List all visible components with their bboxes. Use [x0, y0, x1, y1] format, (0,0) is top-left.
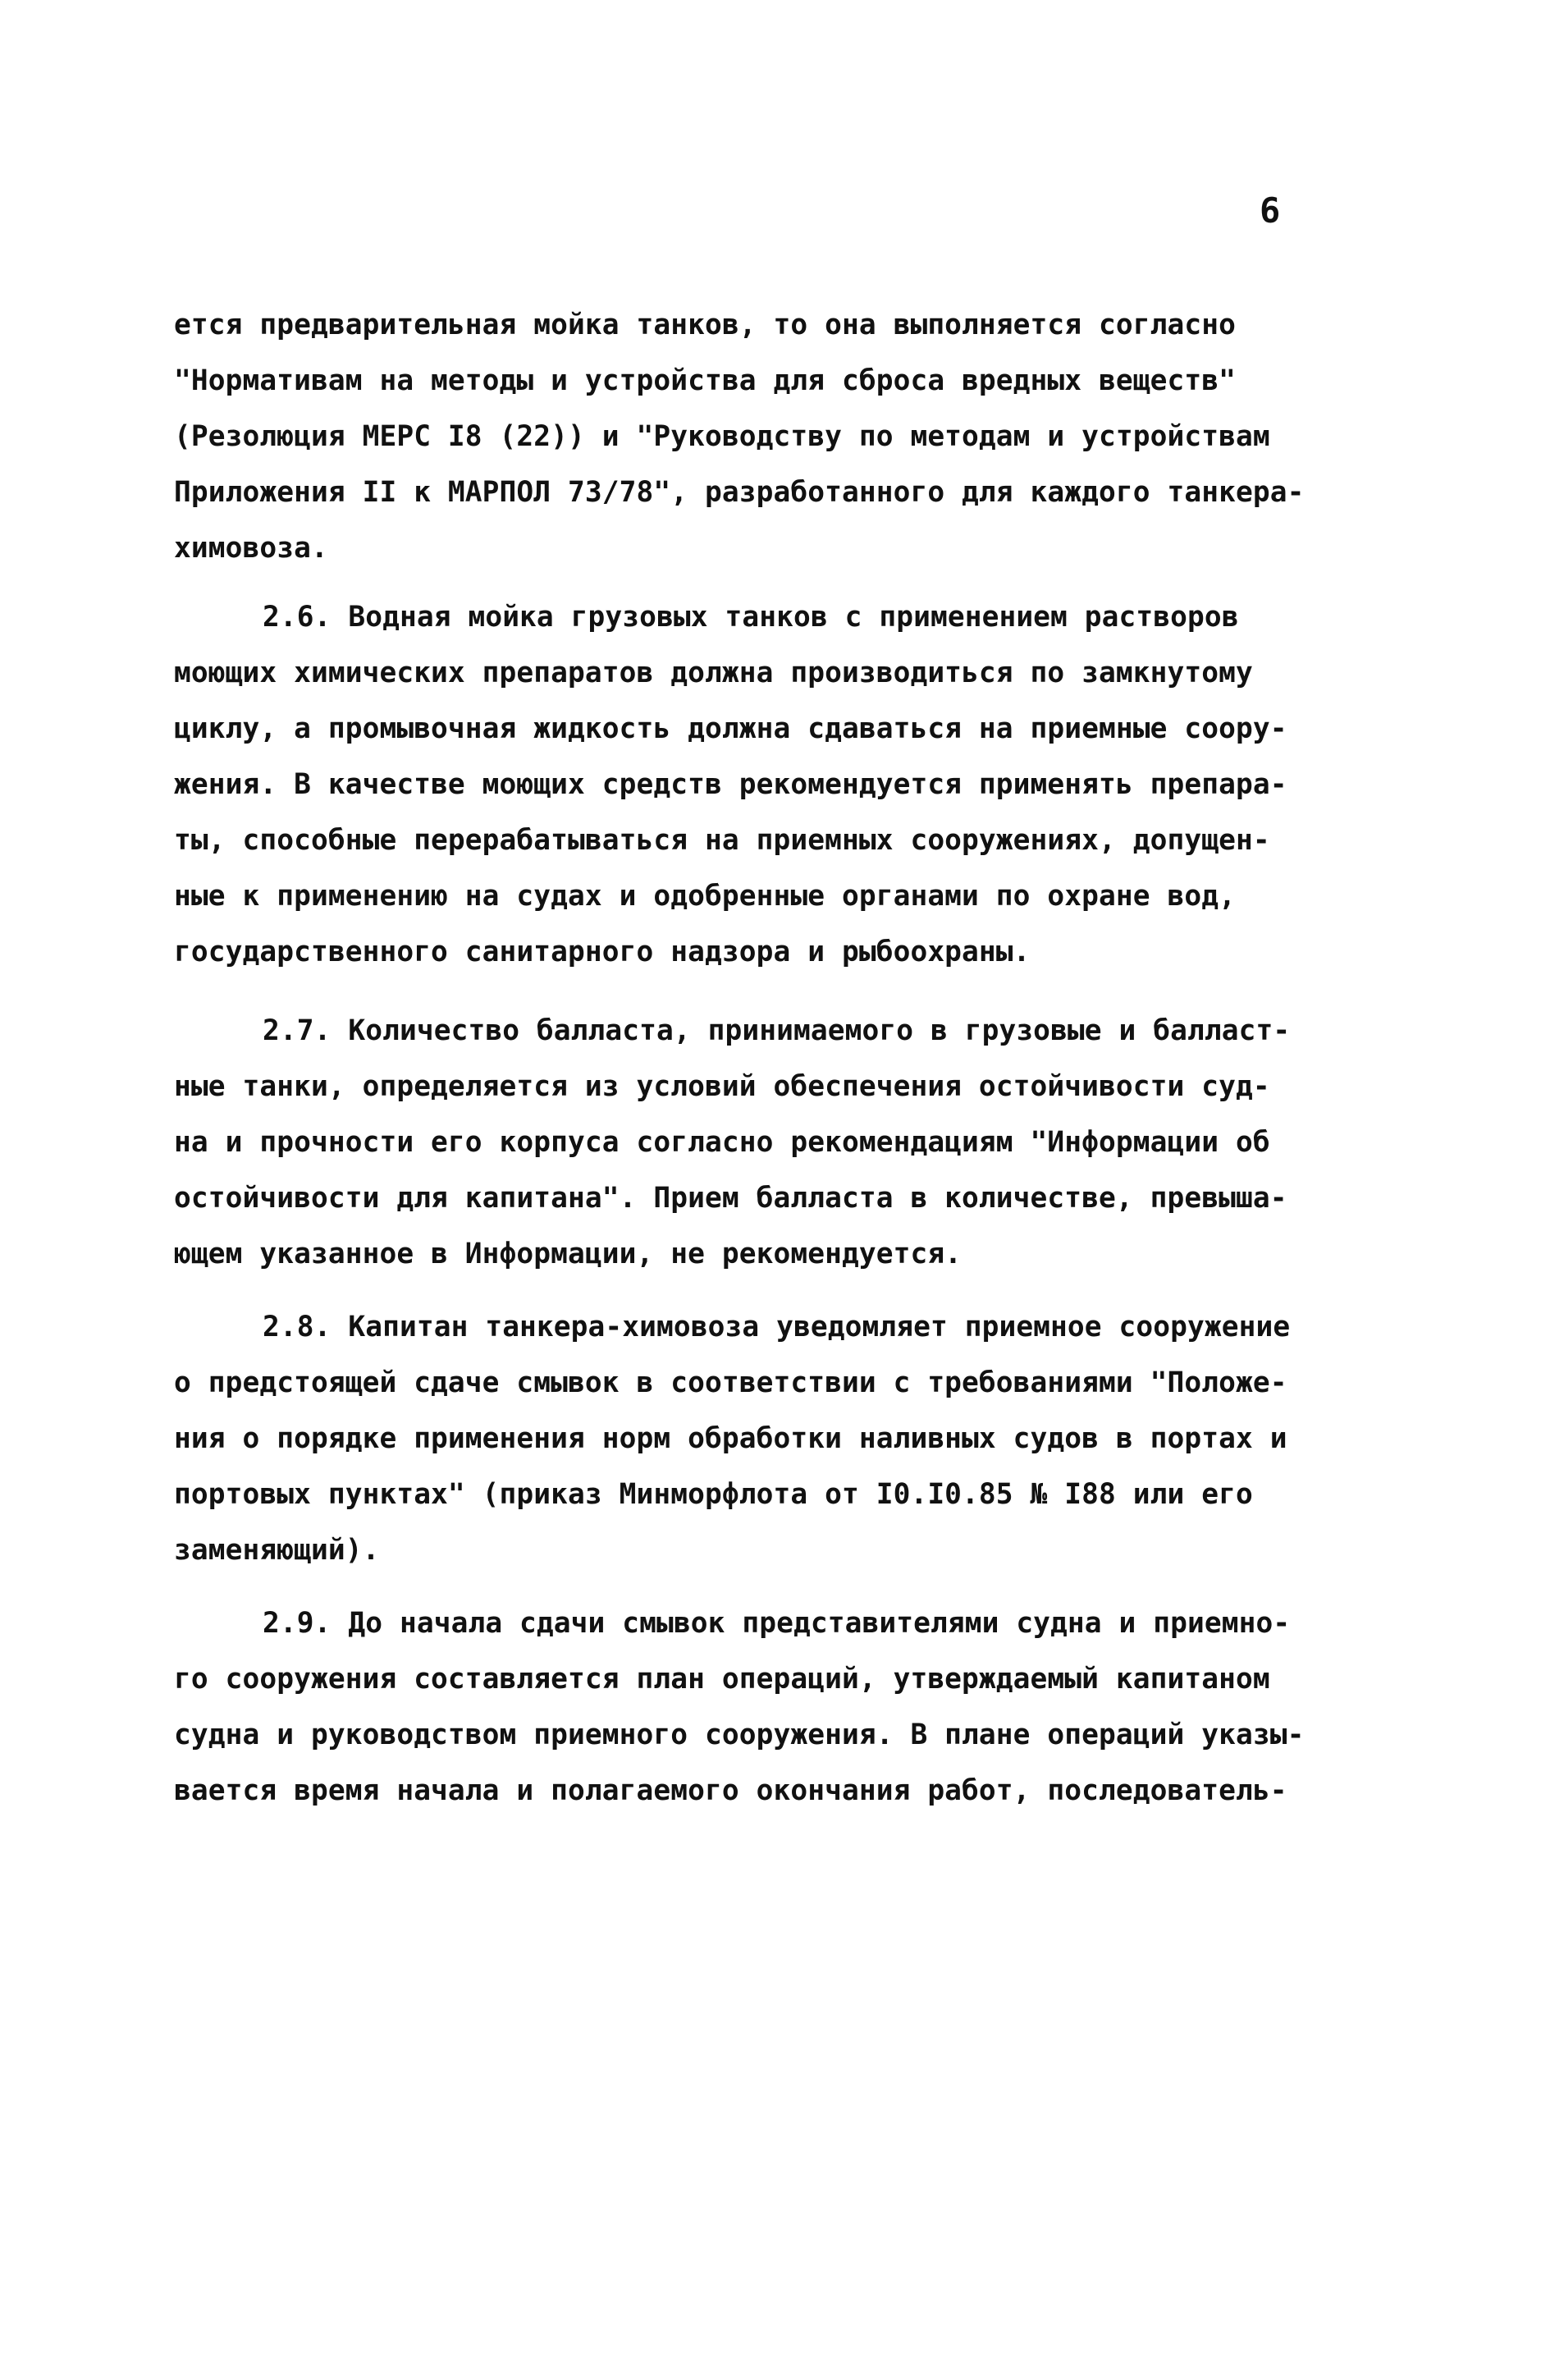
text-line: портовых пунктах" (приказ Минморфлота от I0.I0.85 № I88 или его — [174, 1478, 1253, 1511]
text-line: 2.9. До начала сдачи смывок представителями судна и приемно- — [263, 1607, 1291, 1640]
section-2-8 — [174, 1299, 1323, 1578]
text-line: на и прочности его корпуса согласно рекомендациям "Информации об — [174, 1126, 1270, 1159]
section-2-6 — [174, 589, 1323, 980]
intro-paragraph — [174, 297, 1323, 576]
text-line: судна и руководством приемного сооружения. В плане операций указы- — [174, 1719, 1305, 1751]
text-line: ния о порядке применения норм обработки наливных судов в портах и — [174, 1422, 1287, 1455]
text-line: ется предварительная мойка танков, то она выполняется согласно — [174, 309, 1236, 341]
text-line: 2.6. Водная мойка грузовых танков с применением растворов — [263, 601, 1239, 634]
text-line: 2.7. Количество балласта, принимаемого в грузовые и балласт- — [263, 1014, 1291, 1047]
text-line: циклу, а промывочная жидкость должна сдаваться на приемные соору- — [174, 712, 1287, 745]
page-number: 6 — [1260, 190, 1281, 231]
text-line: жения. В качестве моющих средств рекомендуется применять препара- — [174, 768, 1287, 801]
text-line: ты, способные перерабатываться на приемных сооружениях, допущен- — [174, 824, 1270, 857]
text-line: ные танки, определяется из условий обеспечения остойчивости суд- — [174, 1070, 1270, 1103]
text-line: 2.8. Капитан танкера-химовоза уведомляет приемное сооружение — [263, 1311, 1291, 1343]
text-line: моющих химических препаратов должна производиться по замкнутому — [174, 657, 1253, 689]
section-2-9 — [174, 1595, 1323, 1819]
text-line: химовоза. — [174, 532, 328, 565]
text-line: го сооружения составляется план операций, утверждаемый капитаном — [174, 1663, 1270, 1696]
text-line: ющем указанное в Информации, не рекомендуется. — [174, 1238, 963, 1270]
text-line: заменяющий). — [174, 1534, 380, 1567]
text-line: вается время начала и полагаемого окончания работ, последователь- — [174, 1774, 1287, 1807]
section-2-7 — [174, 1003, 1323, 1282]
text-line: (Резолюция МЕРС I8 (22)) и "Руководству по методам и устройствам — [174, 420, 1270, 453]
text-line: государственного санитарного надзора и рыбоохраны. — [174, 936, 1031, 968]
text-line: "Нормативам на методы и устройства для сброса вредных веществ" — [174, 364, 1236, 397]
text-line: Приложения II к МАРПОЛ 73/78", разработанного для каждого танкера- — [174, 476, 1305, 509]
text-line: остойчивости для капитана". Прием балласта в количестве, превыша- — [174, 1182, 1287, 1215]
text-line: о предстоящей сдаче смывок в соответствии с требованиями "Положе- — [174, 1366, 1287, 1399]
text-line: ные к применению на судах и одобренные органами по охране вод, — [174, 880, 1236, 913]
